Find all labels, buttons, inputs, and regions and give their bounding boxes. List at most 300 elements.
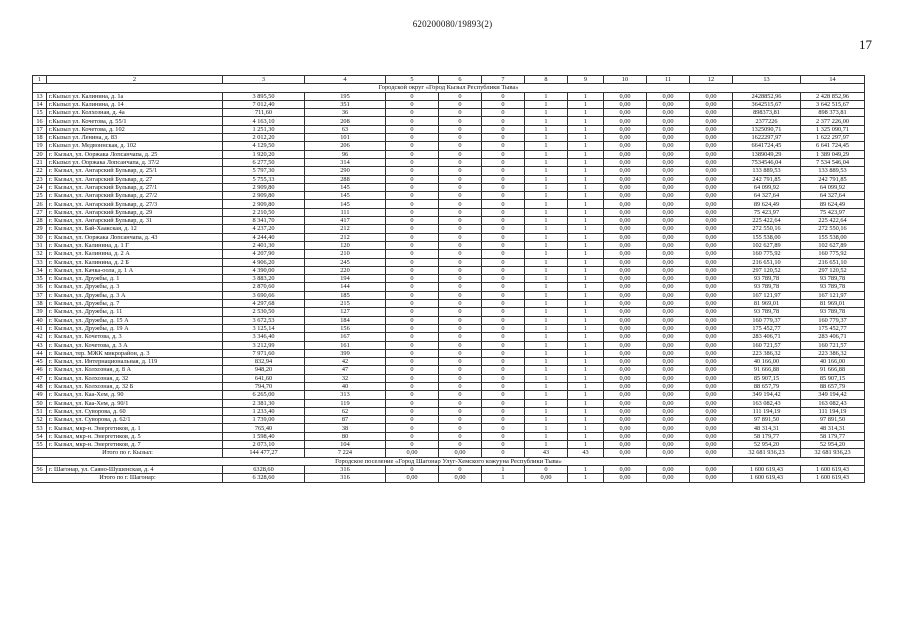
table-cell: 0,00 xyxy=(690,175,733,183)
table-cell: 399 xyxy=(305,349,386,357)
total-cell: 0,00 xyxy=(647,474,690,482)
table-cell: 175 452,77 xyxy=(733,324,801,332)
table-cell: 0,00 xyxy=(690,158,733,166)
table-cell: 283 406,71 xyxy=(801,333,865,341)
table-cell: 145 xyxy=(305,200,386,208)
table-cell: 0 xyxy=(482,125,525,133)
table-cell: 0,00 xyxy=(690,125,733,133)
address-cell: г. Кызыл, ул. Колхозная, д. 32 Б xyxy=(47,382,223,390)
table-cell: 1 xyxy=(568,366,604,374)
table-cell: 297 120,52 xyxy=(801,266,865,274)
table-cell: 1 xyxy=(568,291,604,299)
table-cell: 0 xyxy=(386,283,439,291)
table-cell: 6641724,45 xyxy=(733,142,801,150)
table-cell: 4 906,20 xyxy=(223,258,305,266)
table-cell: 2 428 852,96 xyxy=(801,92,865,100)
table-cell: 119 xyxy=(305,399,386,407)
table-cell: 3 125,14 xyxy=(223,324,305,332)
table-cell: 0,00 xyxy=(647,134,690,142)
table-cell: 0 xyxy=(482,241,525,249)
table-cell: 1 xyxy=(525,407,568,415)
table-cell: 1 xyxy=(525,241,568,249)
table-cell: 0 xyxy=(482,316,525,324)
table-cell: 417 xyxy=(305,217,386,225)
table-cell: 0,00 xyxy=(690,366,733,374)
address-cell: г. Кызыл, ул. Колхозная, д. 8 А xyxy=(47,366,223,374)
table-cell: 1 xyxy=(568,192,604,200)
table-cell: 0 xyxy=(482,416,525,424)
address-cell: г. Кызыл, ул. Кочетова, д. 3 xyxy=(47,333,223,341)
table-cell: 2 909,80 xyxy=(223,183,305,191)
address-cell: г.Кызыл ул. Калинина, д. 1а xyxy=(47,92,223,100)
table-cell: 0 xyxy=(439,424,482,432)
table-cell: 0,00 xyxy=(647,117,690,125)
table-cell: 0,00 xyxy=(690,150,733,158)
table-cell: 22 xyxy=(33,167,47,175)
table-cell: 898373,81 xyxy=(733,109,801,117)
table-cell: 0 xyxy=(386,225,439,233)
table-cell: 0,00 xyxy=(647,341,690,349)
table-cell: 2 381,30 xyxy=(223,399,305,407)
table-cell: 0 xyxy=(482,192,525,200)
address-cell: г.Кызыл ул. Ленина, д. 83 xyxy=(47,134,223,142)
table-cell: 40 166,00 xyxy=(801,358,865,366)
table-cell: 1 xyxy=(525,283,568,291)
table-cell: 0 xyxy=(386,158,439,166)
table-cell: 0 xyxy=(386,92,439,100)
table-cell: 0,00 xyxy=(604,333,647,341)
address-cell: г.Кызыл ул. Кочетова, д. 55/1 xyxy=(47,117,223,125)
column-number-cell: 14 xyxy=(801,76,865,84)
table-cell: 0 xyxy=(482,158,525,166)
table-cell: 1 xyxy=(568,358,604,366)
table-cell: 0,00 xyxy=(647,432,690,440)
table-cell: 85 907,15 xyxy=(801,374,865,382)
table-row xyxy=(33,291,865,299)
table-cell: 0,00 xyxy=(647,175,690,183)
table-cell: 351 xyxy=(305,100,386,108)
table-cell: 42 xyxy=(305,358,386,366)
address-cell: г. Кызыл, ул. Каа-Хем, д. 90/1 xyxy=(47,399,223,407)
table-cell: 15 xyxy=(33,109,47,117)
table-row xyxy=(33,250,865,258)
table-cell: 47 xyxy=(305,366,386,374)
table-cell: 0,00 xyxy=(604,100,647,108)
table-cell: 0 xyxy=(386,358,439,366)
table-cell: 0 xyxy=(439,407,482,415)
table-cell: 0 xyxy=(482,250,525,258)
address-cell: г. Кызыл, ул. Калинина, д. 2 А xyxy=(47,250,223,258)
table-cell: 1 xyxy=(568,117,604,125)
table-cell: 0,00 xyxy=(647,424,690,432)
total-cell: 0,00 xyxy=(604,449,647,457)
table-cell: 0,00 xyxy=(604,316,647,324)
table-cell: 0 xyxy=(386,300,439,308)
table-cell: 0 xyxy=(439,125,482,133)
table-cell: 0 xyxy=(482,366,525,374)
table-cell: 1 xyxy=(525,125,568,133)
address-cell: г. Кызыл, ул. Дружбы, д. 15 А xyxy=(47,316,223,324)
table-cell: 0 xyxy=(482,258,525,266)
table-cell: 0,00 xyxy=(647,366,690,374)
table-cell: 0 xyxy=(482,407,525,415)
table-cell: 0,00 xyxy=(647,333,690,341)
table-cell: 75 423,97 xyxy=(733,208,801,216)
table-cell: 0 xyxy=(439,109,482,117)
table-row xyxy=(33,341,865,349)
table-cell: 0 xyxy=(439,100,482,108)
table-cell: 0 xyxy=(386,217,439,225)
table-cell: 101 xyxy=(305,134,386,142)
table-cell: 0,00 xyxy=(647,382,690,390)
table-cell: 0,00 xyxy=(604,391,647,399)
table-cell: 0,00 xyxy=(690,341,733,349)
table-cell: 1 xyxy=(568,275,604,283)
table-row xyxy=(33,150,865,158)
table-cell: 1 xyxy=(525,134,568,142)
table-cell: 1 xyxy=(525,233,568,241)
table-cell: 1 xyxy=(525,291,568,299)
address-cell: г. Кызыл, ул. Ооржака Лопсанчапа, д. 43 xyxy=(47,233,223,241)
table-cell: 43 xyxy=(33,341,47,349)
table-cell: 0 xyxy=(386,150,439,158)
table-cell: 54 xyxy=(33,432,47,440)
total-cell: 1 xyxy=(482,474,525,482)
column-number-cell: 6 xyxy=(439,76,482,84)
table-cell: 313 xyxy=(305,391,386,399)
table-cell: 220 xyxy=(305,266,386,274)
table-cell: 2 012,20 xyxy=(223,134,305,142)
table-cell: 0 xyxy=(482,142,525,150)
table-cell: 1 xyxy=(525,217,568,225)
table-cell: 0,00 xyxy=(647,208,690,216)
table-cell: 52 954,20 xyxy=(733,441,801,449)
address-cell: г. Кызыл, мкр-н. Энергетиков, д. 5 xyxy=(47,432,223,440)
table-cell: 0,00 xyxy=(647,266,690,274)
table-cell: 0,00 xyxy=(604,109,647,117)
table-row xyxy=(33,275,865,283)
table-row xyxy=(33,399,865,407)
table-cell: 1 xyxy=(568,432,604,440)
table-cell: 0 xyxy=(482,150,525,158)
table-cell: 155 538,00 xyxy=(801,233,865,241)
table-cell: 0,00 xyxy=(690,241,733,249)
table-cell: 1 xyxy=(525,117,568,125)
table-cell: 195 xyxy=(305,92,386,100)
total-cell: 0,00 xyxy=(690,474,733,482)
table-cell: 0,00 xyxy=(647,183,690,191)
table-cell: 2377226 xyxy=(733,117,801,125)
table-cell: 0 xyxy=(482,208,525,216)
table-cell: 28 xyxy=(33,217,47,225)
table-cell: 160 779,37 xyxy=(801,316,865,324)
table-cell: 144 xyxy=(305,283,386,291)
table-cell: 0,00 xyxy=(690,283,733,291)
table-cell: 0,00 xyxy=(647,316,690,324)
table-cell: 51 xyxy=(33,407,47,415)
table-cell: 1 xyxy=(525,399,568,407)
table-cell: 1622297,97 xyxy=(733,134,801,142)
table-cell: 163 082,43 xyxy=(801,399,865,407)
table-cell: 0,00 xyxy=(604,258,647,266)
table-cell: 0,00 xyxy=(647,192,690,200)
table-cell: 1 xyxy=(525,358,568,366)
table-cell: 1 920,20 xyxy=(223,150,305,158)
table-cell: 185 xyxy=(305,291,386,299)
table-cell: 1 xyxy=(568,100,604,108)
table-cell: 0 xyxy=(482,117,525,125)
section-header-row xyxy=(33,84,865,92)
table-cell: 24 xyxy=(33,183,47,191)
address-cell: г. Кызыл, ул. Суворова, д. 62/1 xyxy=(47,416,223,424)
table-cell: 210 xyxy=(305,250,386,258)
table-row xyxy=(33,391,865,399)
table-cell: 0 xyxy=(386,117,439,125)
table-cell: 64 099,92 xyxy=(733,183,801,191)
table-cell: 212 xyxy=(305,233,386,241)
table-cell: 29 xyxy=(33,225,47,233)
table-cell: 1 739,00 xyxy=(223,416,305,424)
total-cell: 43 xyxy=(568,449,604,457)
table-cell: 0,00 xyxy=(604,117,647,125)
table-cell: 288 xyxy=(305,175,386,183)
table-cell: 167 xyxy=(305,333,386,341)
table-cell: 0 xyxy=(386,391,439,399)
table-cell: 0 xyxy=(439,233,482,241)
table-cell: 1 xyxy=(568,250,604,258)
table-cell: 0,00 xyxy=(647,374,690,382)
table-cell: 58 179,77 xyxy=(801,432,865,440)
table-cell: 0,00 xyxy=(690,300,733,308)
column-number-cell: 13 xyxy=(733,76,801,84)
table-cell: 0,00 xyxy=(690,358,733,366)
table-cell: 0 xyxy=(439,432,482,440)
table-cell: 1 xyxy=(568,142,604,150)
table-cell: 4 207,90 xyxy=(223,250,305,258)
total-label: Итого по г. Шагонар: xyxy=(33,474,223,482)
table-row xyxy=(33,134,865,142)
table-cell: 1 xyxy=(525,200,568,208)
table-cell: 20 xyxy=(33,150,47,158)
table-cell: 160 775,92 xyxy=(733,250,801,258)
table-cell: 0,00 xyxy=(604,366,647,374)
table-cell: 1 xyxy=(525,349,568,357)
table-cell: 0,00 xyxy=(690,424,733,432)
address-cell: г.Кызыл ул. Калинина, д. 14 xyxy=(47,100,223,108)
table-cell: 0 xyxy=(386,192,439,200)
table-cell: 0 xyxy=(439,341,482,349)
table-cell: 0 xyxy=(482,391,525,399)
table-cell: 0 xyxy=(439,266,482,274)
address-cell: г. Кызыл, тер. МЖК микрорайон, д. 3 xyxy=(47,349,223,357)
table-cell: 0,00 xyxy=(690,233,733,241)
table-cell: 0,00 xyxy=(604,217,647,225)
table-cell: 0 xyxy=(386,258,439,266)
table-cell: 0 xyxy=(439,291,482,299)
table-cell: 21 xyxy=(33,158,47,166)
total-cell: 1 600 619,43 xyxy=(801,474,865,482)
table-cell: 1 xyxy=(525,258,568,266)
table-cell: 1 xyxy=(568,183,604,191)
table-cell: 272 550,16 xyxy=(801,225,865,233)
table-cell: 0 xyxy=(386,266,439,274)
table-cell: 0 xyxy=(386,167,439,175)
table-cell: 63 xyxy=(305,125,386,133)
table-cell: 0,00 xyxy=(647,416,690,424)
address-cell: г. Кызыл, ул. Ангарский Бульвар, д. 31 xyxy=(47,217,223,225)
table-cell: 1 389 049,29 xyxy=(801,150,865,158)
table-cell: 1 xyxy=(525,366,568,374)
table-cell: 64 099,92 xyxy=(801,183,865,191)
table-cell: 0 xyxy=(439,225,482,233)
table-cell: 85 907,15 xyxy=(733,374,801,382)
table-cell: 0 xyxy=(386,250,439,258)
address-cell: г. Шагонар, ул. Саяно-Шушенская, д. 4 xyxy=(47,465,223,473)
table-cell: 64 327,64 xyxy=(801,192,865,200)
table-cell: 1 xyxy=(568,391,604,399)
table-cell: 0,00 xyxy=(604,158,647,166)
table-cell: 7534546,04 xyxy=(733,158,801,166)
table-cell: 88 657,79 xyxy=(733,382,801,390)
table-cell: 2 073,10 xyxy=(223,441,305,449)
table-cell: 0,00 xyxy=(604,465,647,473)
table-cell: 1 xyxy=(525,432,568,440)
table-cell: 0,00 xyxy=(647,250,690,258)
table-cell: 1 xyxy=(568,225,604,233)
table-cell: 0,00 xyxy=(604,183,647,191)
table-cell: 0 xyxy=(439,134,482,142)
table-cell: 0 xyxy=(482,283,525,291)
table-cell: 0,00 xyxy=(647,233,690,241)
table-cell: 1 xyxy=(568,92,604,100)
table-cell: 0 xyxy=(439,183,482,191)
table-cell: 0 xyxy=(439,275,482,283)
table-cell: 0,00 xyxy=(604,308,647,316)
table-cell: 16 xyxy=(33,117,47,125)
table-cell: 0,00 xyxy=(647,465,690,473)
table-cell: 0,00 xyxy=(647,258,690,266)
table-cell: 2 909,80 xyxy=(223,192,305,200)
table-cell: 18 xyxy=(33,134,47,142)
table-cell: 0 xyxy=(439,258,482,266)
table-cell: 0,00 xyxy=(604,208,647,216)
table-cell: 1 xyxy=(525,416,568,424)
table-cell: 0 xyxy=(439,465,482,473)
table-cell: 0,00 xyxy=(647,349,690,357)
table-cell: 6328,60 xyxy=(223,465,305,473)
table-cell: 1 xyxy=(568,416,604,424)
table-cell: 89 624,49 xyxy=(733,200,801,208)
table-cell: 27 xyxy=(33,208,47,216)
table-cell: 0 xyxy=(439,399,482,407)
table-cell: 283 406,71 xyxy=(733,333,801,341)
table-cell: 0 xyxy=(439,158,482,166)
table-cell: 163 082,43 xyxy=(733,399,801,407)
total-cell: 32 681 936,23 xyxy=(733,449,801,457)
table-cell: 0 xyxy=(386,241,439,249)
table-cell: 0 xyxy=(482,424,525,432)
table-cell: 0,00 xyxy=(604,92,647,100)
table-cell: 31 xyxy=(33,241,47,249)
table-cell: 0 xyxy=(386,100,439,108)
total-cell: 0,00 xyxy=(647,449,690,457)
table-cell: 0,00 xyxy=(647,324,690,332)
table-cell: 0,00 xyxy=(604,192,647,200)
table-cell: 1 xyxy=(568,441,604,449)
table-cell: 1 600 619,43 xyxy=(733,465,801,473)
table-cell: 765,40 xyxy=(223,424,305,432)
table-cell: 52 954,20 xyxy=(801,441,865,449)
table-cell: 0,00 xyxy=(604,241,647,249)
table-cell: 96 xyxy=(305,150,386,158)
table-cell: 1 xyxy=(525,441,568,449)
table-cell: 2 909,80 xyxy=(223,200,305,208)
section-header-row xyxy=(33,457,865,465)
table-cell: 133 889,53 xyxy=(801,167,865,175)
table-cell: 2428852,96 xyxy=(733,92,801,100)
table-cell: 0,00 xyxy=(604,441,647,449)
table-cell: 0,00 xyxy=(690,109,733,117)
table-cell: 23 xyxy=(33,175,47,183)
table-cell: 1 xyxy=(568,349,604,357)
table-cell: 0 xyxy=(482,441,525,449)
table-cell: 1 xyxy=(525,324,568,332)
table-cell: 0 xyxy=(482,308,525,316)
table-cell: 5 755,33 xyxy=(223,175,305,183)
table-cell: 48 xyxy=(33,382,47,390)
table-cell: 3 346,40 xyxy=(223,333,305,341)
table-cell: 1 xyxy=(525,183,568,191)
table-cell: 1 xyxy=(568,399,604,407)
table-cell: 1 xyxy=(568,150,604,158)
table-cell: 0 xyxy=(482,341,525,349)
table-cell: 4 390,00 xyxy=(223,266,305,274)
table-cell: 32 xyxy=(305,374,386,382)
table-cell: 3 642 515,67 xyxy=(801,100,865,108)
table-cell: 0 xyxy=(439,175,482,183)
table-cell: 0 xyxy=(439,416,482,424)
table-cell: 0,00 xyxy=(604,142,647,150)
table-cell: 0,00 xyxy=(604,125,647,133)
table-cell: 0 xyxy=(386,432,439,440)
table-cell: 0 xyxy=(482,399,525,407)
table-cell: 0 xyxy=(386,125,439,133)
table-cell: 34 xyxy=(33,266,47,274)
table-row xyxy=(33,117,865,125)
table-cell: 0,00 xyxy=(604,399,647,407)
table-cell: 0 xyxy=(439,241,482,249)
table-row xyxy=(33,324,865,332)
table-cell: 4 244,40 xyxy=(223,233,305,241)
table-row xyxy=(33,407,865,415)
table-cell: 1 xyxy=(525,208,568,216)
address-cell: г. Кызыл, ул. Дружбы, д. 7 xyxy=(47,300,223,308)
table-cell: 0,00 xyxy=(604,150,647,158)
table-row xyxy=(33,100,865,108)
table-cell: 26 xyxy=(33,200,47,208)
table-cell: 0 xyxy=(386,324,439,332)
table-cell: 1 xyxy=(568,241,604,249)
table-cell: 1 xyxy=(568,283,604,291)
table-cell: 0 xyxy=(386,291,439,299)
table-cell: 0,00 xyxy=(690,308,733,316)
table-cell: 46 xyxy=(33,366,47,374)
table-cell: 1 xyxy=(525,175,568,183)
total-cell: 144 477,27 xyxy=(223,449,305,457)
table-cell: 0,00 xyxy=(604,291,647,299)
table-row xyxy=(33,208,865,216)
table-cell: 111 194,19 xyxy=(801,407,865,415)
